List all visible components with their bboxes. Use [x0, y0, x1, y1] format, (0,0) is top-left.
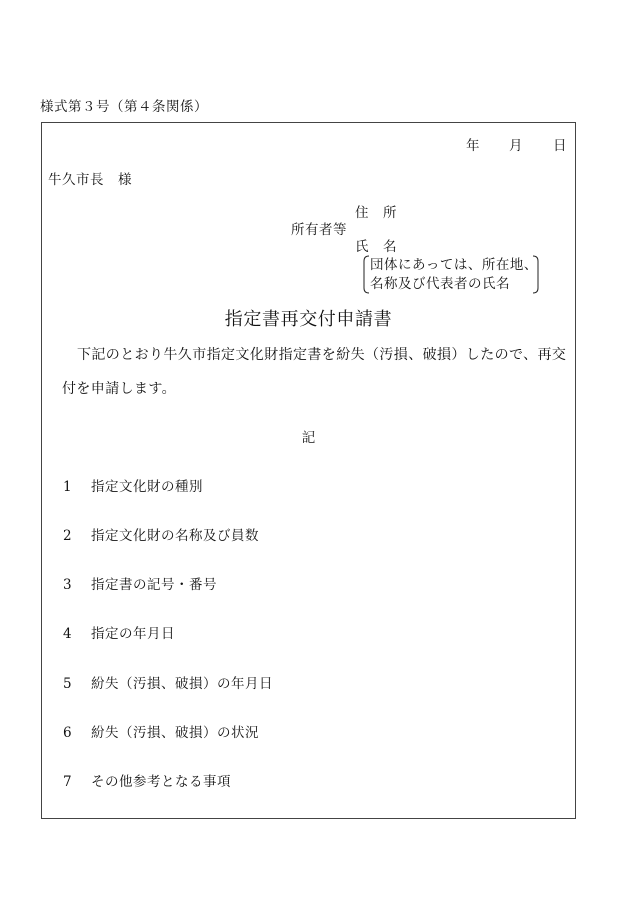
name-label: 氏 名: [355, 239, 397, 255]
item-number: 4: [63, 626, 73, 642]
item-text: 紛失（汚損、破損）の状況: [91, 725, 259, 741]
address-label: 住 所: [355, 205, 397, 221]
form-number-label: 様式第３号（第４条関係）: [40, 99, 208, 115]
date-month-label: 月: [509, 138, 523, 154]
date-day-label: 日: [553, 138, 567, 154]
owner-label: 所有者等: [291, 222, 347, 238]
item-number: 1: [63, 479, 73, 495]
ki-heading: 記: [301, 430, 316, 446]
item-text: 指定の年月日: [91, 626, 175, 642]
body-text-line: 下記のとおり牛久市指定文化財指定書を紛失（汚損、破損）したので、再交: [77, 347, 567, 363]
organization-note-line: 名称及び代表者の氏名: [370, 276, 510, 292]
document-title: 指定書再交付申請書: [224, 309, 393, 330]
item-number: 2: [63, 528, 73, 544]
addressee: 牛久市長 様: [48, 172, 132, 188]
item-text: 指定書の記号・番号: [91, 577, 217, 593]
item-number: 3: [63, 577, 73, 593]
date-year-label: 年: [466, 138, 480, 154]
item-text: 指定文化財の名称及び員数: [91, 528, 259, 544]
organization-note-line: 団体にあっては、所在地、: [370, 257, 538, 273]
item-number: 5: [63, 676, 73, 692]
left-bracket-icon: [364, 256, 369, 293]
item-number: 6: [63, 725, 73, 741]
item-text: その他参考となる事項: [91, 774, 231, 790]
item-text: 紛失（汚損、破損）の年月日: [91, 676, 273, 692]
body-text-line: 付を申請します。: [62, 381, 177, 397]
item-text: 指定文化財の種別: [91, 479, 203, 495]
item-number: 7: [63, 774, 73, 790]
